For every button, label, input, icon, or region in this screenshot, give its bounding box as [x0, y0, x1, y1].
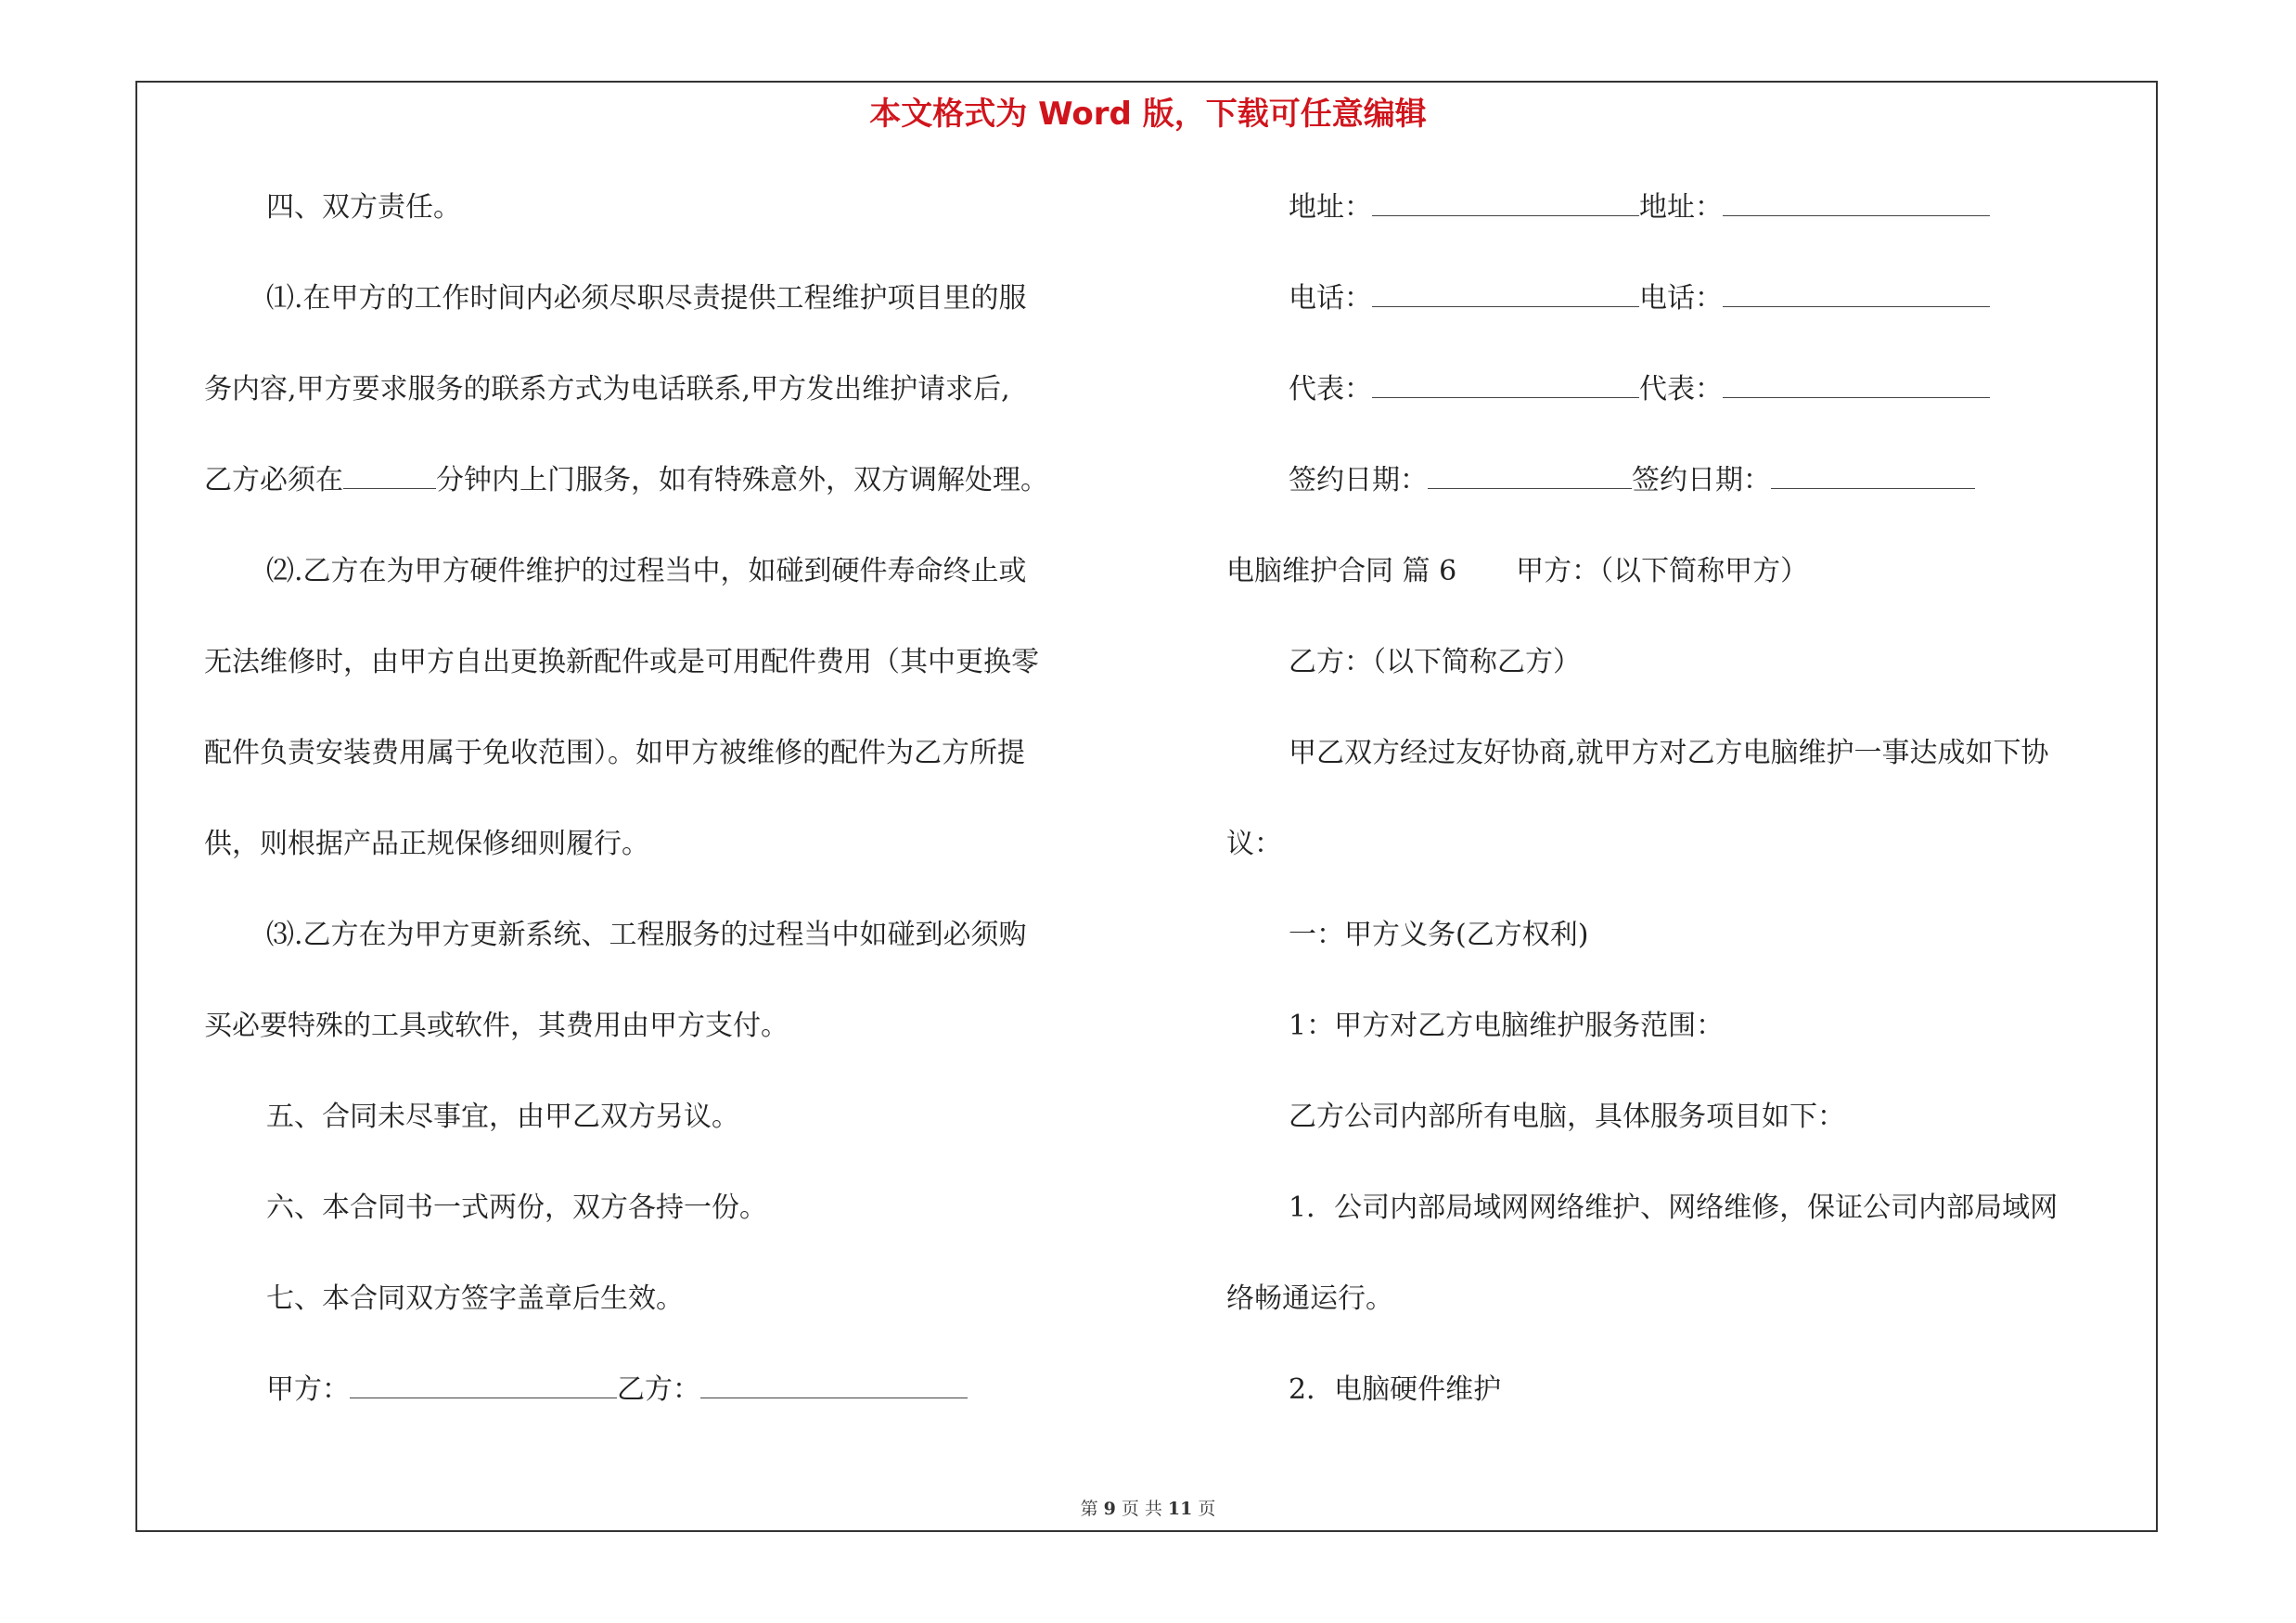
- paragraph-line: 无法维修时，由甲方自出更换新配件或是可用配件费用（其中更换零: [204, 646, 1039, 678]
- contract-title-line: [1226, 526, 2154, 617]
- address-label: 地址：: [1289, 191, 1372, 224]
- signing-date-blank: [1771, 464, 1975, 489]
- footer-text: 第: [1080, 1499, 1098, 1519]
- section-heading: 五、合同未尽事宜，由甲乙双方另议。: [266, 1101, 739, 1133]
- phone-blank: [1723, 282, 1990, 307]
- representative-blank: [1372, 373, 1639, 398]
- minutes-blank: [343, 464, 436, 489]
- paragraph-line: 乙方公司内部所有电脑，具体服务项目如下：: [1289, 1101, 1845, 1133]
- representative-label: 代表：: [1639, 373, 1723, 406]
- paragraph-line: ⑴.在甲方的工作时间内必须尽职尽责提供工程维护项目里的服: [266, 282, 1027, 315]
- footer-text: 页 共: [1121, 1499, 1162, 1519]
- paragraph-text: 分钟内上门服务，如有特殊意外，双方调解处理。: [436, 464, 1048, 496]
- phone-label: 电话：: [1289, 282, 1372, 315]
- paragraph-line: 络畅通运行。: [1226, 1282, 1393, 1315]
- paragraph-line: 甲乙双方经过友好协商,就甲方对乙方电脑维护一事达成如下协: [1289, 737, 2049, 769]
- phone-blank: [1372, 282, 1639, 307]
- contract-title: 电脑维护合同 篇 6: [1226, 555, 1457, 587]
- address-blank: [1372, 191, 1639, 216]
- paragraph-line: 2．电脑硬件维护: [1289, 1373, 1502, 1406]
- phone-line: [1226, 253, 2154, 344]
- paragraph-line: 议：: [1226, 828, 1282, 860]
- address-blank: [1723, 191, 1990, 216]
- address-line: [1226, 162, 2154, 253]
- party-a-intro: 甲方：（以下简称甲方）: [1516, 555, 1809, 587]
- paragraph-line: [204, 435, 1150, 526]
- section-heading: 七、本合同双方签字盖章后生效。: [266, 1282, 684, 1315]
- party-a-blank: [350, 1373, 617, 1398]
- representative-blank: [1723, 373, 1990, 398]
- section-heading: 一：甲方义务(乙方权利): [1289, 919, 1589, 951]
- paragraph-line: 乙方：（以下简称乙方）: [1289, 646, 1581, 678]
- editable-notice-banner: 本文格式为 Word 版，下载可任意编辑: [869, 96, 1427, 133]
- right-column: [1226, 162, 2154, 1436]
- page-number-footer: [0, 1495, 2296, 1520]
- footer-text: 页: [1198, 1499, 1216, 1519]
- party-b-label: 乙方：: [617, 1373, 700, 1406]
- section-heading: 四、双方责任。: [266, 191, 461, 224]
- signing-date-label: 签约日期：: [1289, 464, 1428, 496]
- paragraph-line: 务内容,甲方要求服务的联系方式为电话联系,甲方发出维护请求后,: [204, 373, 1010, 406]
- paragraph-line: 1：甲方对乙方电脑维护服务范围：: [1289, 1010, 1725, 1042]
- signing-date-line: [1226, 435, 2154, 526]
- paragraph-line: 买必要特殊的工具或软件，其费用由甲方支付。: [204, 1010, 789, 1042]
- party-a-label: 甲方：: [266, 1373, 350, 1406]
- signing-date-blank: [1428, 464, 1632, 489]
- paragraph-line: 供，则根据产品正规保修细则履行。: [204, 828, 649, 860]
- address-label: 地址：: [1639, 191, 1723, 224]
- signature-line: [204, 1345, 1150, 1436]
- representative-line: [1226, 344, 2154, 435]
- paragraph-line: 配件负责安装费用属于免收范围）。如甲方被维修的配件为乙方所提: [204, 737, 1025, 769]
- current-page-number: 9: [1103, 1499, 1116, 1519]
- representative-label: 代表：: [1289, 373, 1372, 406]
- total-pages-number: 11: [1167, 1499, 1193, 1519]
- paragraph-line: ⑵.乙方在为甲方硬件维护的过程当中，如碰到硬件寿命终止或: [266, 555, 1027, 587]
- party-b-blank: [700, 1373, 968, 1398]
- paragraph-line: ⑶.乙方在为甲方更新系统、工程服务的过程当中如碰到必须购: [266, 919, 1027, 951]
- phone-label: 电话：: [1639, 282, 1723, 315]
- section-heading: 六、本合同书一式两份，双方各持一份。: [266, 1191, 767, 1224]
- paragraph-text: 乙方必须在: [204, 464, 343, 496]
- paragraph-line: 1．公司内部局域网网络维护、网络维修，保证公司内部局域网: [1289, 1191, 2059, 1224]
- signing-date-label: 签约日期：: [1632, 464, 1771, 496]
- left-column: [204, 162, 1150, 1436]
